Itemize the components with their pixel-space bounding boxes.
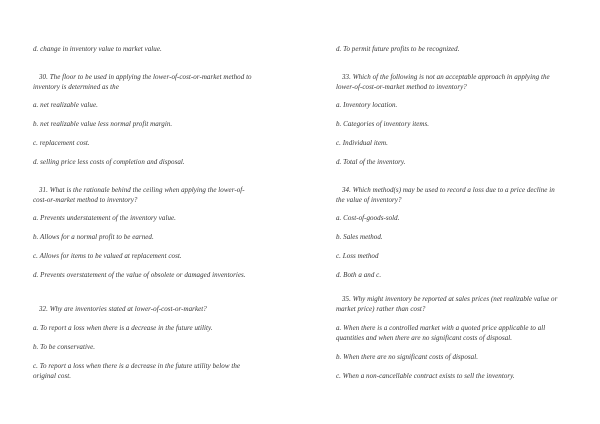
- answer-option: b. Sales method.: [336, 233, 383, 241]
- answer-option: b. net realizable value less normal profit margin.: [33, 120, 173, 128]
- question-stem: 31. What is the rationale behind the ceiling when applying the lower-of-cost-or-market method to inventory?: [33, 186, 245, 204]
- right-column: [336, 0, 558, 424]
- answer-option: c. replacement cost.: [33, 139, 90, 147]
- question-stem: 32. Why are inventories stated at lower-of-cost-or-market?: [39, 305, 207, 313]
- answer-option: b. Categories of inventory items.: [336, 120, 430, 128]
- answer-option: d. Total of the inventory.: [336, 158, 406, 166]
- question-stem: 34. Which method(s) may be used to record a loss due to a price decline in the value of inventory?: [336, 186, 555, 204]
- answer-option: a. To report a loss when there is a decrease in the future utility.: [33, 324, 213, 332]
- left-column: [33, 0, 255, 424]
- answer-option: c. When a non-cancellable contract exists to sell the inventory.: [336, 372, 515, 380]
- answer-option: c. Loss method: [336, 252, 379, 260]
- answer-option: a. Prevents understatement of the inventory value.: [33, 214, 176, 222]
- answer-option: c. To report a loss when there is a decrease in the future utility below the original cost.: [33, 362, 241, 380]
- question-stem: 33. Which of the following is not an acceptable approach in applying the lower-of-cost-or-market method to inventory?: [336, 73, 550, 91]
- answer-option: c. Individual item.: [336, 139, 388, 147]
- answer-option: d. selling price less costs of completion and disposal.: [33, 158, 185, 166]
- answer-option: a. Cost-of-goods-sold.: [336, 214, 400, 222]
- answer-option: a. net realizable value.: [33, 101, 98, 109]
- answer-option: b. Allows for a normal profit to be earned.: [33, 233, 154, 241]
- answer-option: d. Prevents overstatement of the value of obsolete or damaged inventories.: [33, 271, 246, 279]
- question-stem: 35. Why might inventory be reported at sales prices (net realizable value or market price) rather than cost?: [336, 295, 558, 313]
- answer-option: d. To permit future profits to be recognized.: [336, 45, 460, 53]
- answer-option: a. When there is a controlled market with a quoted price applicable to all quantities and when there are no significant costs of disposal.: [336, 324, 546, 342]
- answer-option: a. Inventory location.: [336, 101, 398, 109]
- answer-option: d. Both a and c.: [336, 271, 382, 279]
- answer-option: b. When there are no significant costs of disposal.: [336, 353, 479, 361]
- answer-option: b. To be conservative.: [33, 343, 96, 351]
- answer-option: d. change in inventory value to market value.: [33, 45, 162, 53]
- answer-option: c. Allows for items to be valued at replacement cost.: [33, 252, 182, 260]
- question-stem: 30. The floor to be used in applying the lower-of-cost-or-market method to inventory is determined as the: [33, 73, 252, 91]
